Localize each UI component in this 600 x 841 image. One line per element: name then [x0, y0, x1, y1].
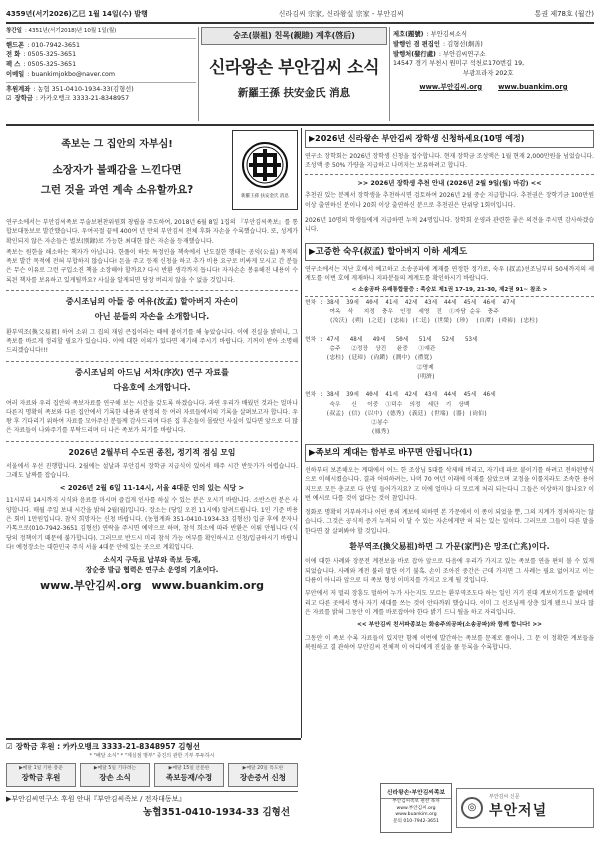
sec3-title: ▶족보의 계대는 함부로 바꾸면 안됩니다(1)	[305, 444, 594, 462]
journal-small: 부안김씨 신문	[489, 794, 520, 801]
right-column	[305, 130, 594, 810]
service-card-top: ▶매달 1일 기한 총준	[19, 766, 63, 772]
sec3-p3: 이에 대한 사례와 장문전 계전보을 바로 잡아 앞으로 다음에 우리가 가지고 있는 족보를 연을 편히 볼 수 있게 되었습니다. 사례와 계전 불러 말한 이기 불혹. 손이 조아진 중간은 근데 가지면 그 사례는 필요 없어지고 이는 다름이 아니라 앞으로 더 족보 형성 이미지를 가지고 오게 될 것입니다.	[305, 558, 594, 584]
sec3-p2: 정화로 명확히 거부하거나 어떤 종의 계보에 의하면 본 가문에서 이 종이 되었을 뿐, 그의 지계가 정처하지는 않습니다. 그것은 공식적 증거 누적되 이 달 수 있는 자손에게만 허 되는 있는 일이다. 그러므로 그들이 다른 말을 한다면 잘 살펴봐야 할 것입니다.	[305, 509, 594, 535]
sec1-title: ▶2026년 신라왕손 부안김씨 장학생 신청하세요(10명 예정)	[305, 130, 594, 148]
family-line: 신라김씨 宗家, 신라왕실 宗家 - 부안김씨	[278, 9, 404, 18]
motto: 숭조(崇祖) 친목(親睦) 계후(啓后)	[201, 27, 387, 45]
genealogy-row: ②봉수	[305, 420, 389, 427]
sec2-source: < 소송공파 유래통합물증 : 족숭보 제1권 17-19, 21-30, 제2권 91~ 참조 >	[351, 286, 548, 293]
fax-value: : 0505-325-3651	[23, 61, 77, 69]
service-card[interactable]	[6, 763, 76, 787]
service-card-main: 장손증서 신청	[239, 773, 287, 783]
ad1-line: 부안김씨족보 편찬 목차	[392, 798, 440, 804]
left-site-kr[interactable]: www.부안김씨.org	[39, 578, 142, 592]
journal-name: 부안저널	[489, 803, 548, 820]
left-p4: 여러 자료와 우리 집안의 족보자료를 연구해 보는 시간을 갖도록 하겠습니다. 과연 우리가 배웠던 것과는 얼마나 다른지 명확히 족보와 다른 집안에서 기록한 내용과 판정의 등 여러 자료들에서의 기록을 살펴보고자 합니다. 우왕 후 기다리기 위하여 자료를 모아주신 분들께 감사드리며 다른 집 후손들이 몰랐던 사실이 있다면 앞으로 더 많은 자료들이 나와주기를 부탁드리며 더 나은 족보가 되기를 바랍니다.	[6, 399, 298, 435]
genealogy-row	[305, 326, 594, 335]
left-p1: 연구소에서는 부안김씨족보 무술보편찬위원회 창립을 주도하여, 2018년 6월 8일 1집의 『부안김씨족보』를 통합보대동보로 발간했습니다. 우여곡절 끝에 400여 년 만의 부안김씨 전체 후화 자손을 수록했습니다. 또, 성계가 확인되지 않은 자손들은 별보(別錄)로 가능한 최대한 많은 자손을 등재했습니다.	[6, 219, 298, 245]
pub-address2: 부광프라자 202호	[463, 70, 514, 77]
bank-line	[6, 742, 298, 753]
pub-address: 14547 경기 부천시 원미구 석천로170번길 19,	[393, 60, 525, 68]
sec3-p4: 부안에서 저 멀리 장흥도 멀하여 누가 사는지도 모르는 환부역조도다 하는 일인 거기 진대 계보이기도를 없애버리고 다른 곳에서 명사 자기 세대를 쓰는 것이 안타까워 했습니다. 이미 그 선조님께 상층 있게 됐으니 보다 많은 자료를 밝혀 그동안 이 계를 바로잡아야 한다 밝기 드니 될을 하고 자리입니다.	[305, 590, 594, 616]
sec3-heading2: << 부안김씨 친서파종보는 화송주의공파(소송공파)와 함께 합니다! >>	[356, 622, 543, 629]
left-p5: 서울에서 우선 진행합니다. 2월에는 설날과 부안김씨 장학금 지급식이 있어서 매주 시간 반듯가가 어렵습니다. 그래도 날짜를 잡습니다.	[6, 463, 298, 480]
ad-genealogy[interactable]	[380, 783, 452, 833]
crest-icon	[240, 140, 290, 192]
pub-office-label: 발행처(發行處)	[393, 50, 436, 58]
scholar-value: : 카카오뱅크 3333-21-8348957	[35, 95, 130, 103]
pub-editor-value: : 김형선(炯善)	[442, 40, 483, 48]
left-h3: 그런 것을 과연 계속 소유할까요?	[40, 183, 194, 196]
genealogy-row: 여옥 삭 지정 충우 인정 세영 진 ①자담 순유 충주	[305, 308, 499, 315]
service-cards	[6, 763, 298, 787]
tel-value: : 0505-325-3651	[23, 51, 77, 59]
sec1-p1: 연구소 장학회는 2026년 장학생 신청을 접수합니다. 현재 장학금 조성액은 1월 현재 2,000만원을 넘었습니다. 조성액 중 50% 가량을 지급하고 나머지는 보유하려고 합니다.	[305, 152, 595, 169]
ad1-line: www.buankim.org	[395, 812, 437, 818]
left-h9: < 2026년 2월 6일 11-14시, 서울 4대문 인의 있는 식당 >	[59, 483, 245, 492]
support-account: 농협351-0410-1934-33 김형선	[143, 807, 290, 819]
left-h7: 다음호에 소개합니다.	[113, 381, 191, 392]
genealogy-row: (鳳秀)	[305, 429, 390, 436]
crest-caption: 新羅王孫 扶安金氏 消息	[241, 193, 289, 199]
sec2-p1: 연구소에서는 지난 호에서 예고하고 소송공파에 계재를 연정한 정가로, 숙우 (叔孟)선조님부터 50세까지의 세계도를 이번 호에 게재하니 지파분들의 계계도를 확인하시기 바랍니다.	[305, 265, 594, 283]
registry-block	[6, 27, 196, 121]
left-h6: 중시조님의 아드님 서차(序次) 연구 자료를	[75, 366, 229, 377]
service-card[interactable]	[154, 763, 224, 787]
journal-logo-icon: ◎	[461, 797, 483, 819]
ad1-title: 신라왕손·부안김씨족보	[381, 790, 451, 799]
pub-website-en[interactable]: www.buankim.org	[498, 82, 568, 91]
scholar-label: 장학금	[14, 95, 33, 103]
genealogy-row: 층주 ②정장 상진 윤중 ①예관	[305, 346, 436, 352]
donate-label: 후원계좌	[6, 85, 31, 93]
pub-name-label: 제호(題號)	[393, 31, 424, 38]
bottom-left-ad	[6, 742, 298, 835]
left-p3: 환부역조(換父易祖) 하여 소위 그 집의 재임 큰집이라는 때에 붙이기를 해 놓았습니다. 이에 진실을 밝히니, 그 족보를 바르게 정리할 필요가 있습니다. 이에 대한 이의가 있다면 제기해 주시기 바랍니다. 기꺼이 받아 소명해 드리겠습니다!!!	[6, 328, 298, 355]
service-card-top: ▶매달 20일 특도한	[242, 766, 284, 772]
issue-date: 4359년(서기2026)乙巳 1월 14일(수) 발행	[6, 9, 148, 18]
genealogy-row: 숙우 신 이중 ①덕수 의정 세단 기 상백	[305, 401, 470, 408]
sec3-p1: 선하부터 보존해오는 계대에서 어느 한 조상님 5대를 삭제해 버리고, 자기네 파로 붙이기를 하려고 전하된방식으로 이해시켰습니다. 결과 어떠하려는, 나머 70 여년 이래에 이재를 삼았으며 교정을 이룰지라도 조속한 용어지므로 모든 총교로 다 안밀 들어가지요? 고 이에 얼마나 더 모르게 처리 되는다니 그들은 이상하지 않나요? 이번 예시로 다를 것이 없다는 것이 참입니다.	[305, 466, 594, 502]
sec1-p2: 추천권 있는 분께서 장학생을 추천하시면 검토하여 2026년 2월 중순 지급합니다. 추천권은 장학기금 100만원 이상 출연하신 분이나 20회 이상 출연하신 분으로 추천권은 단위당 1회이입니다.	[305, 192, 594, 209]
ad1-lines	[392, 799, 439, 826]
volume-number: 통권 제78호 (월간)	[534, 9, 594, 18]
sec3-heading: 환부역조(換父易祖)하면 그 가문(家門)은 망조(亡兆)이다.	[349, 542, 550, 552]
genealogy-table	[305, 299, 594, 438]
service-card-main: 장손 소식	[99, 773, 131, 783]
left-h8: 2026년 2월부터 수도권 종친, 정기적 점심 모임	[68, 447, 236, 457]
reg-value: : 4351년(서기2018)년 10월 1일(월)	[24, 28, 117, 34]
masthead	[201, 27, 387, 121]
family-crest	[232, 130, 298, 210]
phone-label: 핸드폰	[6, 41, 25, 49]
fax-label: 팩 스	[6, 61, 21, 69]
reg-label: 창간일	[6, 28, 22, 34]
left-h5: 아닌 분들의 자손을 소개합니다.	[94, 310, 210, 321]
genealogy-row: (汝沃) (朔) (之廷) (忠祐) (仁廷) (世榮) (珍) (自潭) (舜裕) (忠柱)	[305, 318, 539, 325]
masthead-title: 신라왕손 부안김씨 소식	[208, 57, 380, 78]
tel-label: 전 화	[6, 51, 21, 59]
sec3-p5: 그동안 이 족보 수록 자료들이 있지만 함께 이번에 발간하는 족보를 문제로 풀어나, 그 문 이 정확한 계보들을 복원하고 결 관하여 부안김씨 전체적 이 어디에게 진실을 풀 등록을 수록합니다.	[305, 634, 594, 651]
genealogy-row: 현차 : 38세 39세 40세 41세 42세 43세 44세 45세 46세 47세	[305, 299, 516, 306]
checkbox-icon: ☑	[6, 95, 12, 103]
left-h4: 중시조님의 아들 중 여유(汝孟) 할아버지 자손이	[65, 296, 239, 307]
email-label: 이메일	[6, 70, 25, 78]
service-card-main: 장학금 후원	[21, 773, 61, 783]
service-card[interactable]	[80, 763, 150, 787]
pub-website-kr[interactable]: www.부안김씨.org	[419, 82, 483, 91]
masthead-subtitle: 新羅王孫 扶安金氏 消息	[237, 87, 351, 100]
sec1-heading: >> 2026년 장학생 추천 안내 (2026년 2월 9일(월) 마감) <<	[357, 179, 542, 188]
top-bar	[6, 6, 594, 24]
pub-editor-label: 발행인 겸 편집인	[393, 40, 440, 48]
checkbox-icon: ☑	[6, 742, 13, 751]
service-card-main: 족보등재/수정	[165, 773, 213, 783]
service-card-top: ▶매달 15일 산문한	[168, 766, 210, 772]
bank-note: * "배달 소식" * "계실점 명부" 증진의 관한 기부 투두하시	[89, 752, 215, 759]
genealogy-row: (忠柱) (廷璋) (尙鎭) (潤中) (禮寬)	[305, 355, 433, 362]
phone-value: : 010-7942-3651	[27, 41, 80, 49]
pub-name-value: : 부안김씨소식	[426, 31, 468, 38]
genealogy-row: (明濟)	[305, 373, 436, 380]
left-h1: 족보는 그 집안의 자부심!	[61, 139, 173, 150]
publisher-block	[393, 30, 594, 121]
service-card[interactable]	[228, 763, 298, 787]
ad-buan-journal[interactable]	[456, 788, 594, 828]
email-value: : buankimjokbo@naver.com	[27, 70, 116, 78]
left-site-en[interactable]: www.buankim.org	[151, 578, 264, 592]
ad1-line: www.부안김씨.org	[396, 805, 436, 811]
sec1-p3: 2026년 10명의 학생들에게 지급하면 누적 24명입니다. 장학회 운영과 관련한 좋은 의견을 주시면 감사하겠습니다.	[305, 217, 594, 234]
bank-line-text: 장학금 후원 : 카카오뱅크 3333-21-8348957 김형선	[15, 742, 201, 751]
service-card-top: ▶매달 5일 기다려는	[93, 766, 137, 772]
donate-value: : 농협 351-0410-1934-33(김형선)	[33, 85, 134, 93]
left-column	[6, 130, 298, 735]
genealogy-row: (叔孟) (信) (以中) (德秀) (義廷) (世端) (器) (尙伯)	[305, 410, 488, 417]
genealogy-row: ②명제	[305, 364, 434, 371]
left-p2: 족보는 원한을 해소하는 책자가 아닙니다. 한풀이 하듯 특정인을 책속에서 난도질한 행태는 공익(公益) 목적의 족보 발간 목적에 전혀 부합하지 않습니다! 돈을 주고 등재 신청을 하고 추가 비용 요구로 비싸게 모시고 간 분들은 무슨 이유로 그런 구입소진 책을 소장해야 할까요? 다시 반환 생각까지 듭니다! 자자손손 봉유해진 내용이 수록된 책자를 보유하고 있게될까요? 사실을 알게되면 당장 버리지 않을 수 없을 것입니다.	[6, 248, 298, 284]
sec2-title: ▶고증한 숙우(叔孟) 할아버지 이하 세계도	[305, 243, 594, 261]
closing-line-2: 장순증 발급 협력은 연구소 운영의 기초이다.	[85, 566, 219, 575]
closing-line-1: 소식지 구독료 납부와 족보 등재,	[103, 556, 201, 565]
pub-office-value: : 부안김씨연구소	[438, 50, 486, 58]
left-p6: 11시부터 14시까지 시식와 음료를 마시며 즐겁게 인사를 하실 수 있는 분은 오시기 바랍니다. 소반스런 분은 사양합니다. 매월 주일 보내 시간을 밝혀 2월(월)입니다. 장소는 (당일 오전 11시에) 알려드립니다. 1인 기준 비용은 회비 1만원입니다. 참석 희망자는 신청 바랍니다. (농협계좌 351-0410-1934-33 김형선) 입금 후에 문자나 카톡으로(010-7942-3651 김형선) 연락을 주시면 예약으로 하며, 참석 희소에 따라 반환은 이뤄 안됩니다 (식당의 정책이기 때문에 불가합니다). 그러므로 반드시 미리 참석 가능 여부를 확인하시고 신청/입금하시기 바랍니다! 예정장소는 대한민국 주식 서울 4대문 안에 있는 곳으로 계획입니다.	[6, 497, 298, 551]
left-h2: 소장자가 불쾌감을 느낀다면	[52, 163, 182, 176]
ad1-line: 문의 010-7942-3651	[393, 818, 439, 824]
genealogy-row: 현차 : 38세 39세 40세 41세 42세 43세 44세 45세 46세	[305, 392, 496, 399]
genealogy-row: 현차 : 47세 48세 49세 50세 51세 52세 53세	[305, 336, 478, 343]
genealogy-row	[305, 382, 594, 391]
support-line: ▶부안김씨연구소 후원 안내『부안김씨족보 / 전자대동보』	[6, 794, 186, 803]
